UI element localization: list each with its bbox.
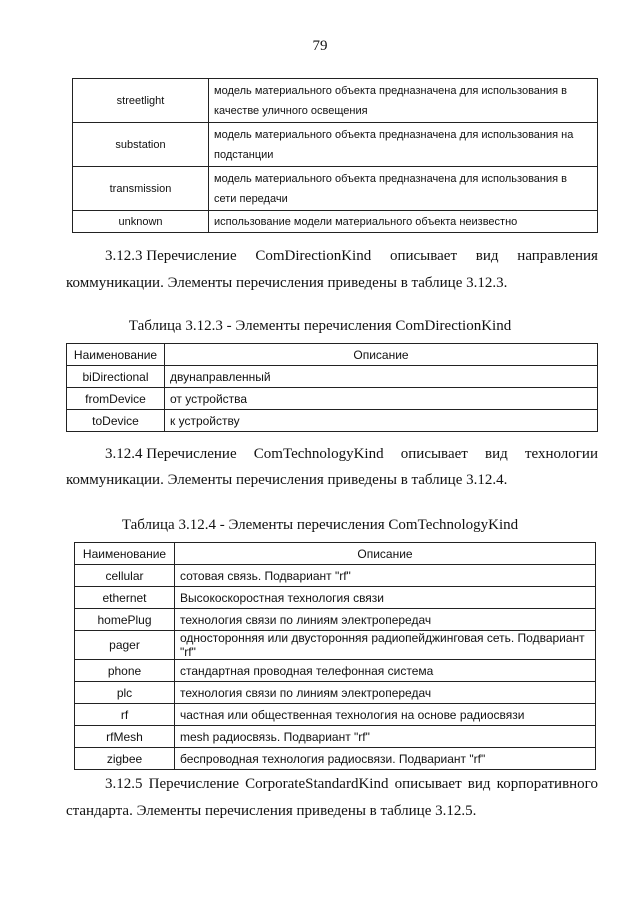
header-desc: Описание — [175, 543, 596, 565]
table-row — [75, 660, 596, 682]
para-line: стандарта. Элементы перечисления приведены в таблице 3.12.5. — [66, 803, 477, 819]
table-caption: Таблица 3.12.3 - Элементы перечисления ComDirectionKind — [128, 318, 512, 334]
para-word: описывает — [400, 446, 468, 462]
para-word: 3.12.4 Перечисление — [105, 446, 237, 462]
para-line — [105, 440, 598, 468]
table-row — [67, 410, 598, 432]
desc-cell — [209, 123, 598, 167]
name-cell: zigbee — [75, 748, 175, 770]
name-cell: ethernet — [75, 587, 175, 609]
name-cell: biDirectional — [67, 366, 165, 388]
desc-cell: односторонняя или двусторонняя радиопейджинговая сеть. Подвариант "rf" — [175, 631, 596, 660]
table-row — [75, 682, 596, 704]
desc-cell: технология связи по линиям электропередач — [175, 609, 596, 631]
desc-cell — [209, 79, 598, 123]
desc-cell: Высокоскоростная технология связи — [175, 587, 596, 609]
desc-line: качестве уличного освещения — [214, 104, 368, 117]
table-3-12-4 — [74, 542, 596, 770]
header-desc: Описание — [165, 344, 598, 366]
table-row — [73, 167, 598, 211]
para-word: ComTechnologyKind — [253, 446, 384, 462]
name-cell: transmission — [73, 167, 209, 211]
name-cell: streetlight — [73, 79, 209, 123]
desc-cell: частная или общественная технология на основе радиосвязи — [175, 704, 596, 726]
table-top — [72, 78, 598, 233]
name-cell: unknown — [73, 211, 209, 233]
paragraph-3-12-4 — [105, 440, 598, 468]
para-word: 3.12.3 Перечисление — [105, 248, 237, 264]
para-word: описывает — [389, 248, 458, 264]
header-name: Наименование — [75, 543, 175, 565]
desc-cell: беспроводная технология радиосвязи. Подвариант "rf" — [175, 748, 596, 770]
desc-cell — [209, 167, 598, 211]
table-3-12-3 — [66, 343, 598, 432]
para-line — [105, 770, 598, 798]
table-row — [67, 366, 598, 388]
desc-cell: использование модели материального объекта неизвестно — [209, 211, 598, 233]
page-number: 79 — [312, 38, 328, 54]
desc-cell: mesh радиосвязь. Подвариант "rf" — [175, 726, 596, 748]
table-row — [75, 726, 596, 748]
table-row — [73, 79, 598, 123]
name-cell: homePlug — [75, 609, 175, 631]
para-word: вид — [467, 776, 491, 792]
table-row — [75, 748, 596, 770]
desc-line: сети передачи — [214, 192, 288, 205]
table-row — [75, 704, 596, 726]
table-row — [75, 565, 596, 587]
desc-line: модель материального объекта предназначена для использования в — [214, 172, 567, 185]
table-row — [75, 631, 596, 660]
name-cell: rf — [75, 704, 175, 726]
name-cell: toDevice — [67, 410, 165, 432]
desc-cell: технология связи по линиям электропередач — [175, 682, 596, 704]
table-row — [75, 587, 596, 609]
desc-line: модель материального объекта предназначена для использования в — [214, 84, 567, 97]
para-word: вид — [485, 446, 508, 462]
desc-line: подстанции — [214, 148, 274, 161]
para-word: направления — [517, 248, 598, 264]
desc-cell: к устройству — [165, 410, 598, 432]
para-word: корпоративного — [496, 776, 598, 792]
name-cell: phone — [75, 660, 175, 682]
para-line: коммуникации. Элементы перечисления приведены в таблице 3.12.3. — [66, 275, 508, 291]
table-header-row — [75, 543, 596, 565]
para-word: описывает — [394, 776, 462, 792]
desc-line: модель материального объекта предназначена для использования на — [214, 128, 574, 141]
table-row — [73, 123, 598, 167]
table-row — [73, 211, 598, 233]
name-cell: plc — [75, 682, 175, 704]
para-word: 3.12.5 — [105, 776, 143, 792]
header-name: Наименование — [67, 344, 165, 366]
para-line — [105, 242, 598, 270]
desc-cell: сотовая связь. Подвариант "rf" — [175, 565, 596, 587]
para-word: Перечисление — [148, 776, 239, 792]
table-row — [67, 388, 598, 410]
para-word: ComDirectionKind — [255, 248, 372, 264]
para-word: технологии — [524, 446, 598, 462]
para-line: коммуникации. Элементы перечисления приведены в таблице 3.12.4. — [66, 472, 508, 488]
table-header-row — [67, 344, 598, 366]
name-cell: fromDevice — [67, 388, 165, 410]
paragraph-3-12-3 — [105, 242, 598, 270]
para-word: CorporateStandardKind — [245, 776, 389, 792]
name-cell: pager — [75, 631, 175, 660]
name-cell: rfMesh — [75, 726, 175, 748]
desc-cell: стандартная проводная телефонная система — [175, 660, 596, 682]
desc-cell: от устройства — [165, 388, 598, 410]
table-caption: Таблица 3.12.4 - Элементы перечисления ComTechnologyKind — [121, 517, 519, 533]
name-cell: cellular — [75, 565, 175, 587]
name-cell: substation — [73, 123, 209, 167]
paragraph-3-12-5 — [105, 770, 598, 798]
table-row — [75, 609, 596, 631]
desc-cell: двунаправленный — [165, 366, 598, 388]
para-word: вид — [475, 248, 499, 264]
